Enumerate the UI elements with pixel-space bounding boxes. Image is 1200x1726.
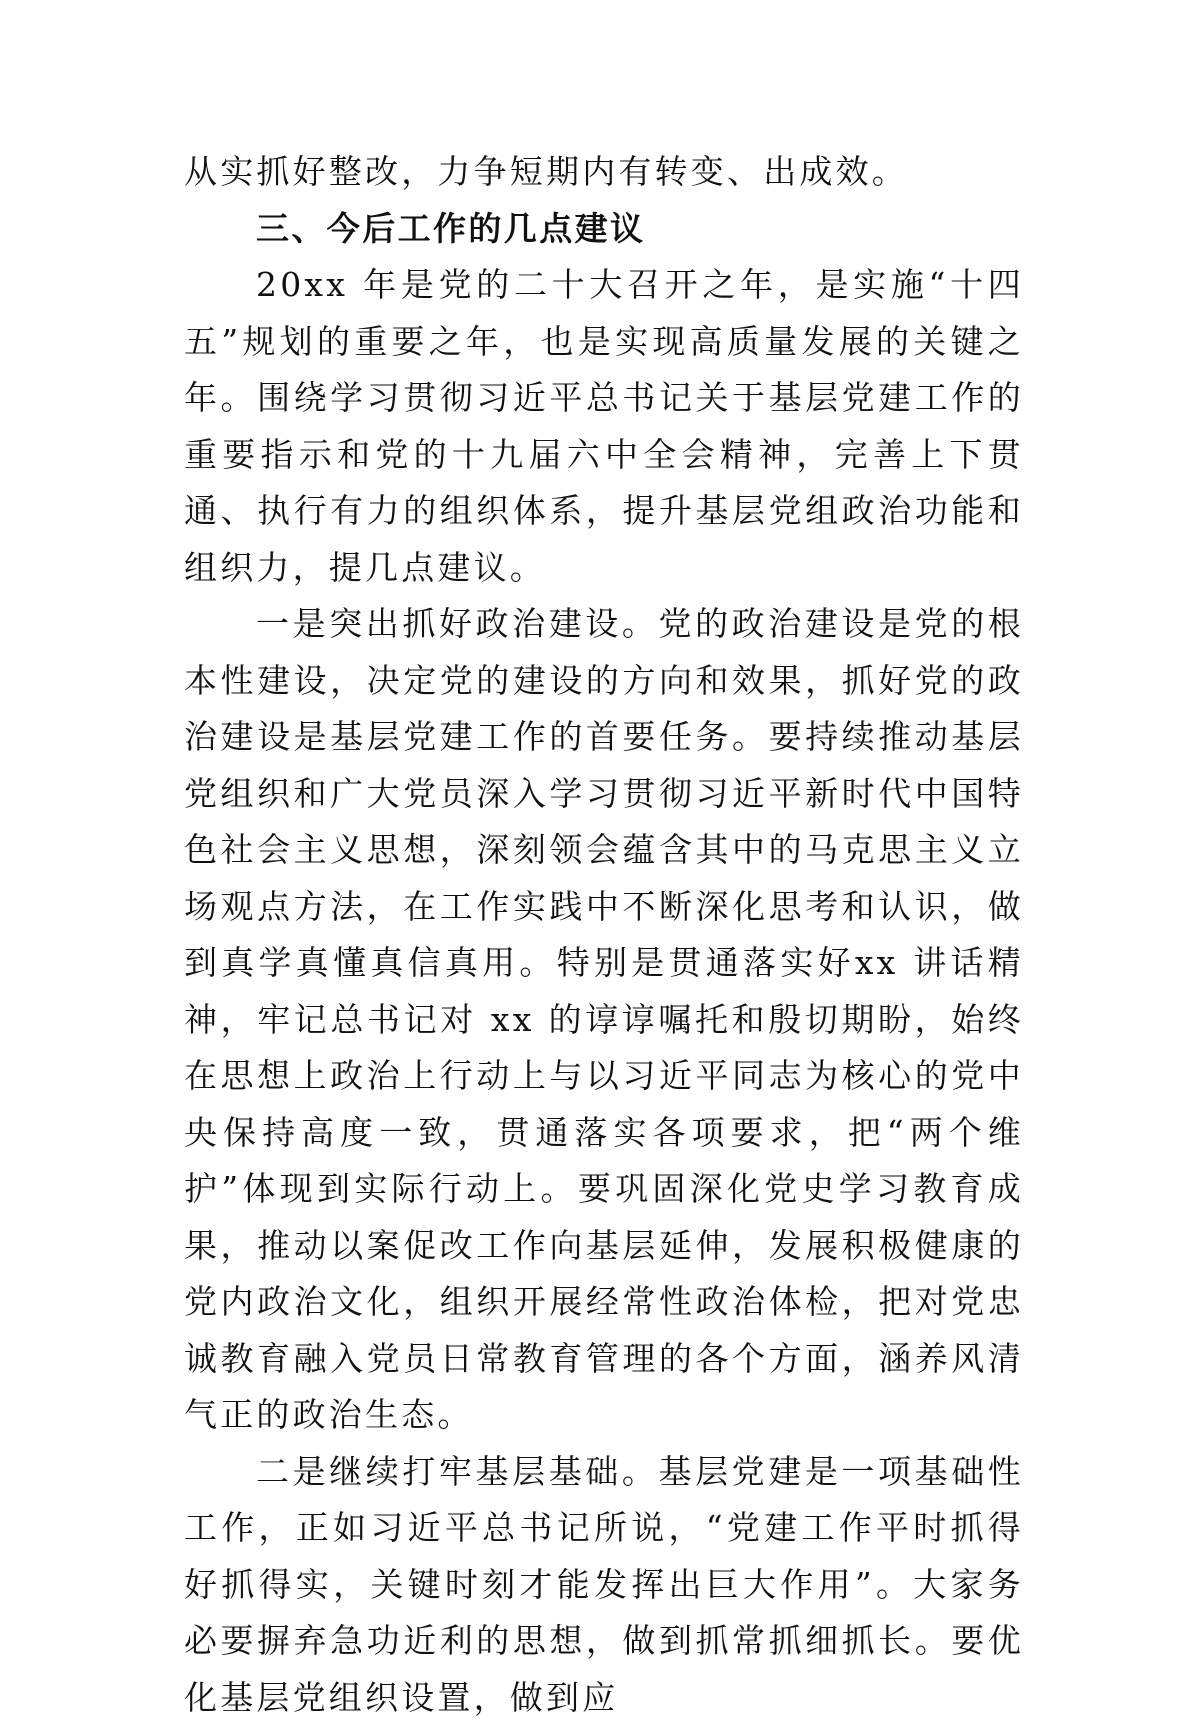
paragraph-continuation: 从实抓好整改，力争短期内有转变、出成效。: [184, 144, 1024, 201]
section-heading: 三、今后工作的几点建议: [184, 201, 1024, 258]
paragraph-suggestion-one: 一是突出抓好政治建设。党的政治建设是党的根本性建设，决定党的建设的方向和效果，抓好党的政治建设是基层党建工作的首要任务。要持续推动基层党组织和广大党员深入学习贯彻习近平新时代中国特色社会主义思想，深刻领会蕴含其中的马克思主义立场观点方法，在工作实践中不断深化思考和认识，做到真学真懂真信真用。特别是贯通落实好xx 讲话精神，牢记总书记对 xx 的谆谆嘱托和殷切期盼，始终在思想上政治上行动上与以习近平同志为核心的党中央保持高度一致，贯通落实各项要求，把“两个维护”体现到实际行动上。要巩固深化党史学习教育成果，推动以案促改工作向基层延伸，发展积极健康的党内政治文化，组织开展经常性政治体检，把对党忠诚教育融入党员日常教育管理的各个方面，涵养风清气正的政治生态。: [184, 596, 1024, 1444]
paragraph-suggestion-two: 二是继续打牢基层基础。基层党建是一项基础性工作，正如习近平总书记所说，“党建工作平时抓得好抓得实，关键时刻才能发挥出巨大作用”。大家务必要摒弃急功近利的思想，做到抓常抓细抓长。要优化基层党组织设置，做到应: [184, 1444, 1024, 1726]
document-body: [184, 144, 1024, 1726]
paragraph-intro: 20xx 年是党的二十大召开之年，是实施“十四五”规划的重要之年，也是实现高质量发展的关键之年。围绕学习贯彻习近平总书记关于基层党建工作的重要指示和党的十九届六中全会精神，完善上下贯通、执行有力的组织体系，提升基层党组政治功能和组织力，提几点建议。: [184, 257, 1024, 596]
